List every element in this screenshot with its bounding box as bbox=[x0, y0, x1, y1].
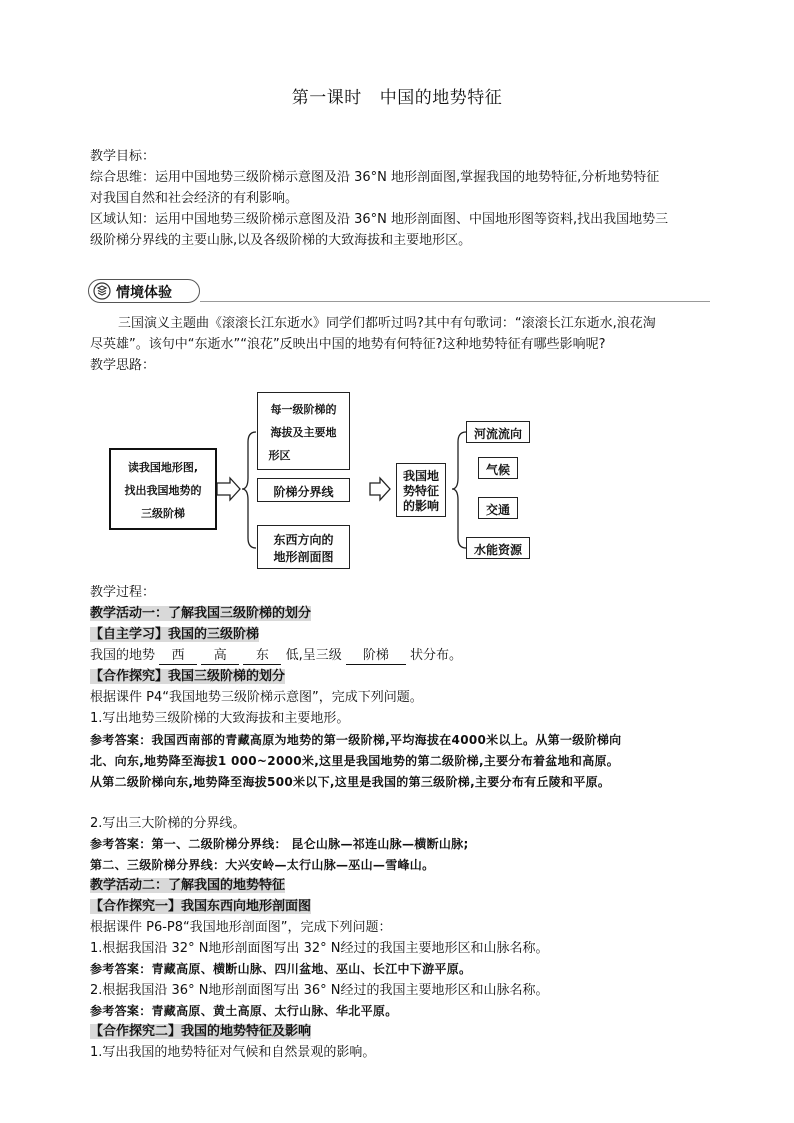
answer-line: 第二、三级阶梯分界线：大兴安岭—太行山脉—巫山—雪峰山。 bbox=[90, 858, 435, 872]
fill-blank: 高 bbox=[201, 648, 239, 665]
section-heading-text: 【自主学习】我国的三级阶梯 bbox=[90, 627, 260, 642]
answer-line: 参考答案：青藏高原、黄土高原、太行山脉、华北平原。 bbox=[90, 1004, 398, 1018]
diagram-climate-box bbox=[478, 457, 518, 479]
goals-line: 级阶梯分界线的主要山脉,以及各级阶梯的大致海拔和主要地形区。 bbox=[90, 233, 472, 248]
diagram-text: 势特征 bbox=[402, 484, 439, 498]
diagram-start-box bbox=[109, 448, 217, 530]
diagram-text: 每一级阶梯的 bbox=[270, 403, 337, 416]
question-line: 1.写出我国的地势特征对气候和自然景观的影响。 bbox=[90, 1045, 376, 1060]
diagram-text: 找出我国地势的 bbox=[124, 484, 202, 497]
section-heading bbox=[90, 624, 710, 645]
diagram-text: 水能资源 bbox=[473, 543, 522, 557]
section-heading-text: 【合作探究一】我国东西向地形剖面图 bbox=[90, 899, 312, 914]
goals-line: 区域认知：运用中国地势三级阶梯示意图及沿 36°N 地形剖面图、中国地形图等资料,找出我国地势三 bbox=[90, 212, 669, 227]
fill-blank: 西 bbox=[159, 648, 197, 665]
process-heading: 教学过程： bbox=[90, 585, 156, 600]
lesson-topic: 中国的地势特征 bbox=[379, 88, 503, 108]
section-heading-text: 【合作探究】我国三级阶梯的划分 bbox=[90, 669, 286, 684]
question-line: 2.根据我国沿 36° N地形剖面图写出 36° N经过的我国主要地形区和山脉名称。 bbox=[90, 983, 549, 998]
goals-line: 综合思维：运用中国地势三级阶梯示意图及沿 36°N 地形剖面图,掌握我国的地势特征,分析地势特征 bbox=[90, 170, 660, 185]
goals-line: 对我国自然和社会经济的有利影响。 bbox=[90, 191, 299, 206]
answer-line: 参考答案：青藏高原、横断山脉、四川盆地、巫山、长江中下游平原。 bbox=[90, 962, 472, 976]
activity-heading-text: 教学活动二：了解我国的地势特征 bbox=[90, 878, 286, 893]
diagram-river-box bbox=[466, 421, 530, 443]
section-heading bbox=[90, 896, 710, 917]
activity-heading bbox=[90, 875, 710, 896]
answer-line: 从第二级阶梯向东,地势降至海拔500米以下,这里是我国的第三级阶梯,主要分布有丘陵和平原。 bbox=[90, 775, 611, 789]
section-badge-label: 情境体验 bbox=[116, 285, 172, 301]
answer-line: 参考答案：第一、二级阶梯分界线： 昆仑山脉—祁连山脉—横断山脉; bbox=[90, 837, 469, 851]
scenario-line: 教学思路： bbox=[90, 358, 156, 373]
instruction-line: 根据课件 P6-P8“我国地形剖面图”，完成下列问题： bbox=[90, 920, 392, 935]
fill-blank: 阶梯 bbox=[346, 648, 406, 665]
diagram-text: 东西方向的 bbox=[273, 533, 334, 547]
diagram-text: 的影响 bbox=[402, 499, 439, 513]
diagram-step-box bbox=[257, 392, 350, 470]
question-line: 1.根据我国沿 32° N地形剖面图写出 32° N经过的我国主要地形区和山脉名称。 bbox=[90, 941, 549, 956]
diagram-boundary-box bbox=[257, 478, 350, 502]
diagram-text: 河流流向 bbox=[473, 427, 522, 441]
fill-text: 低,呈三级 bbox=[285, 648, 342, 663]
scenario-line: 三国演义主题曲《滚滚长江东逝水》同学们都听过吗?其中有句歌词：“滚滚长江东逝水,浪花淘 bbox=[118, 316, 656, 331]
activity-heading bbox=[90, 603, 710, 624]
goals-heading: 教学目标： bbox=[90, 149, 156, 164]
section-heading-text: 【合作探究二】我国的地势特征及影响 bbox=[90, 1024, 312, 1039]
fill-text: 状分布。 bbox=[410, 648, 463, 663]
answer-line: 参考答案：我国西南部的青藏高原为地势的第一级阶梯,平均海拔在4000米以上。从第一级阶梯向 bbox=[90, 733, 622, 747]
section-heading bbox=[90, 666, 710, 687]
question-line: 2.写出三大阶梯的分界线。 bbox=[90, 816, 246, 831]
diagram-text: 阶梯分界线 bbox=[273, 485, 334, 499]
diagram-text: 海拔及主要地 bbox=[270, 426, 337, 439]
diagram-text: 形区 bbox=[268, 449, 291, 462]
diagram-impact-box bbox=[396, 463, 446, 517]
section-heading bbox=[90, 1021, 710, 1042]
diagram-text: 读我国地形图, bbox=[127, 461, 199, 474]
fill-blank: 东 bbox=[243, 648, 281, 665]
scenario-line: 尽英雄”。该句中“东逝水”“浪花”反映出中国的地势有何特征?这种地势特征有哪些影响呢? bbox=[90, 337, 606, 352]
activity-heading-text: 教学活动一：了解我国三级阶梯的划分 bbox=[90, 606, 312, 621]
diagram-traffic-box bbox=[478, 497, 518, 519]
lesson-number: 第一课时 bbox=[291, 88, 362, 108]
instruction-line: 根据课件 P4“我国地势三级阶梯示意图”，完成下列问题。 bbox=[90, 690, 423, 705]
diagram-text: 我国地 bbox=[402, 469, 439, 483]
diagram-text: 地形剖面图 bbox=[273, 550, 334, 564]
fill-in-sentence bbox=[90, 645, 710, 666]
fill-text: 我国的地势 bbox=[90, 648, 156, 663]
diagram-profile-box bbox=[257, 525, 350, 569]
diagram-text: 三级阶梯 bbox=[141, 507, 185, 520]
question-line: 1.写出地势三级阶梯的大致海拔和主要地形。 bbox=[90, 711, 350, 726]
diagram-text: 交通 bbox=[485, 503, 510, 517]
diagram-text: 气候 bbox=[485, 463, 510, 477]
diagram-hydro-box bbox=[466, 537, 530, 559]
answer-line: 北、向东,地势降至海拔1 000~2000米,这里是我国地势的第二级阶梯,主要分布着盆地和高原。 bbox=[90, 754, 620, 768]
